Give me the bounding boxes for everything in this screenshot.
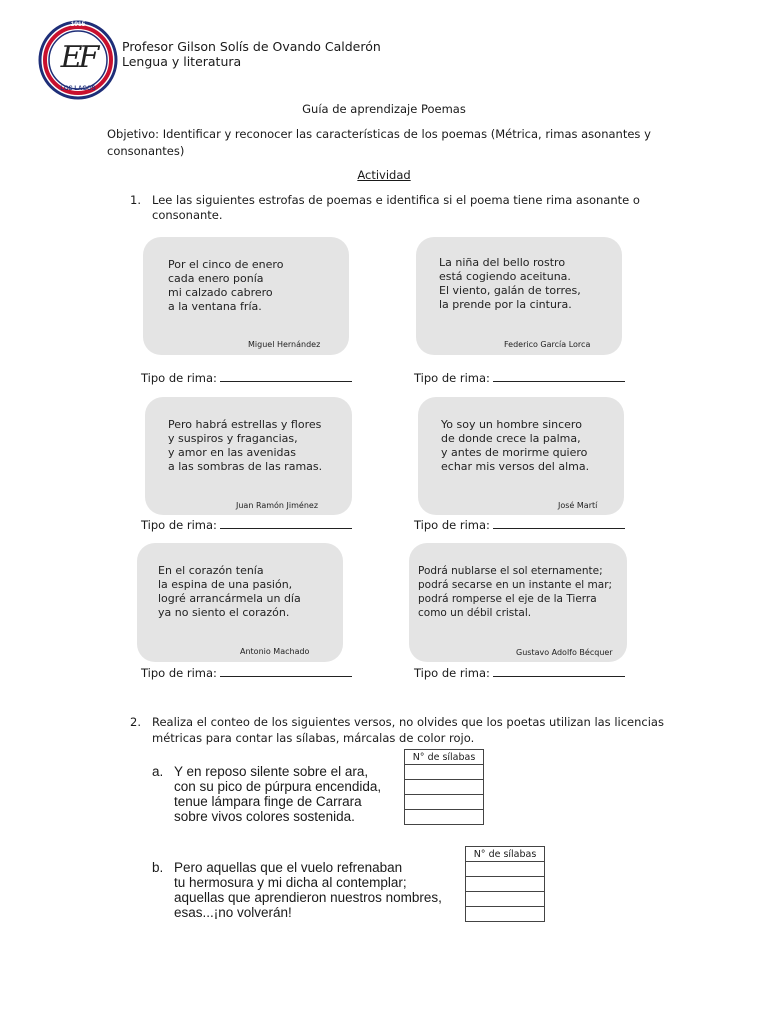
poem-line: la espina de una pasión, [158, 578, 293, 591]
poem-line: y suspiros y fragancias, [168, 432, 298, 445]
poem-line: de donde crece la palma, [441, 432, 581, 445]
verse-line: aquellas que aprendieron nuestros nombres, [174, 890, 442, 905]
answer-line[interactable] [493, 518, 625, 529]
objective-line-1: Objetivo: Identificar y reconocer las características de los poemas (Métrica, rimas asonantes y [107, 127, 651, 141]
poem-5-text [158, 564, 301, 620]
verse-line: Pero aquellas que el vuelo refrenaban [174, 860, 403, 875]
school-logo [38, 20, 118, 100]
q1-number: 1. [130, 193, 141, 207]
rhyme-label: Tipo de rima: [414, 666, 490, 680]
poem-line: En el corazón tenía [158, 564, 264, 577]
answer-line[interactable] [493, 666, 625, 677]
poem-line: La niña del bello rostro [439, 256, 566, 269]
verse-line: tu hermosura y mi dicha al contemplar; [174, 875, 407, 890]
q1-text-line-2: consonante. [152, 208, 223, 222]
answer-line[interactable] [493, 371, 625, 382]
poem-4-text [441, 418, 589, 474]
poem-line: cada enero ponía [168, 272, 264, 285]
syllable-header: N° de sílabas [466, 847, 545, 862]
poem-line: El viento, galán de torres, [439, 284, 581, 297]
rhyme-label: Tipo de rima: [141, 518, 217, 532]
poem-6-text [418, 564, 612, 620]
answer-line[interactable] [220, 518, 352, 529]
poem-line: Podrá nublarse el sol eternamente; [418, 565, 603, 577]
logo-year: 1915 [70, 21, 86, 28]
poem-5-author: Antonio Machado [240, 647, 310, 656]
syllable-header: N° de sílabas [405, 750, 484, 765]
syllable-table-a [404, 749, 484, 825]
poem-6-author: Gustavo Adolfo Bécquer [516, 648, 613, 657]
rhyme-answer-5[interactable] [141, 666, 352, 680]
poem-line: y amor en las avenidas [168, 446, 296, 459]
poem-line: Yo soy un hombre sincero [441, 418, 582, 431]
q2a-letter: a. [152, 764, 164, 779]
rhyme-answer-2[interactable] [414, 371, 625, 385]
answer-line[interactable] [220, 666, 352, 677]
page-title: Guía de aprendizaje Poemas [302, 102, 466, 116]
objective-line-2: consonantes) [107, 144, 185, 158]
syllable-cell[interactable] [466, 877, 545, 892]
q2-text-line-2: métricas para contar las sílabas, márcalas de color rojo. [152, 731, 475, 745]
poem-line: ya no siento el corazón. [158, 606, 290, 619]
poem-1-author: Miguel Hernández [248, 340, 321, 349]
poem-2-author: Federico García Lorca [504, 340, 591, 349]
poem-line: a la ventana fría. [168, 300, 262, 313]
poem-1-text [168, 258, 283, 314]
syllable-cell[interactable] [405, 810, 484, 825]
rhyme-answer-1[interactable] [141, 371, 352, 385]
q1-text-line-1: Lee las siguientes estrofas de poemas e identifica si el poema tiene rima asonante o [152, 193, 640, 207]
poem-line: Por el cinco de enero [168, 258, 284, 271]
q2-number: 2. [130, 715, 141, 729]
rhyme-label: Tipo de rima: [141, 371, 217, 385]
poem-2-text [439, 256, 581, 312]
logo-letters: EF [60, 40, 96, 75]
poem-line: a las sombras de las ramas. [168, 460, 323, 473]
q2b-verses [174, 860, 442, 920]
verse-line: con su pico de púrpura encendida, [174, 779, 382, 794]
rhyme-label: Tipo de rima: [141, 666, 217, 680]
poem-line: la prende por la cintura. [439, 298, 572, 311]
verse-line: esas...¡no volverán! [174, 905, 292, 920]
activity-heading: Actividad [357, 168, 411, 182]
verse-line: Y en reposo silente sobre el ara, [174, 764, 369, 779]
q2-text-line-1: Realiza el conteo de los siguientes versos, no olvides que los poetas utilizan las licencias [152, 715, 664, 729]
syllable-cell[interactable] [466, 862, 545, 877]
syllable-cell[interactable] [405, 780, 484, 795]
verse-line: sobre vivos colores sostenida. [174, 809, 355, 824]
poem-line: y antes de morirme quiero [441, 446, 588, 459]
rhyme-label: Tipo de rima: [414, 518, 490, 532]
poem-line: como un débil cristal. [418, 607, 532, 619]
q2a-verses [174, 764, 381, 824]
syllable-cell[interactable] [466, 892, 545, 907]
syllable-cell[interactable] [466, 907, 545, 922]
poem-line: logré arrancármela un día [158, 592, 301, 605]
poem-line: podrá romperse el eje de la Tierra [418, 593, 597, 605]
answer-line[interactable] [220, 371, 352, 382]
rhyme-answer-6[interactable] [414, 666, 625, 680]
subject-name: Lengua y literatura [122, 54, 242, 69]
verse-line: tenue lámpara finge de Carrara [174, 794, 362, 809]
poem-line: Pero habrá estrellas y flores [168, 418, 322, 431]
poem-line: podrá secarse en un instante el mar; [418, 579, 613, 591]
rhyme-label: Tipo de rima: [414, 371, 490, 385]
poem-3-text [168, 418, 322, 474]
syllable-cell[interactable] [405, 765, 484, 780]
poem-line: está cogiendo aceituna. [439, 270, 571, 283]
rhyme-answer-3[interactable] [141, 518, 352, 532]
syllable-table-b [465, 846, 545, 922]
teacher-name: Profesor Gilson Solís de Ovando Calderón [122, 39, 381, 54]
syllable-cell[interactable] [405, 795, 484, 810]
rhyme-answer-4[interactable] [414, 518, 625, 532]
poem-3-author: Juan Ramón Jiménez [236, 501, 319, 510]
q2b-letter: b. [152, 860, 164, 875]
poem-4-author: José Martí [558, 501, 598, 510]
poem-line: mi calzado cabrero [168, 286, 273, 299]
logo-place: LOS LAGOS [60, 86, 96, 92]
poem-line: echar mis versos del alma. [441, 460, 590, 473]
